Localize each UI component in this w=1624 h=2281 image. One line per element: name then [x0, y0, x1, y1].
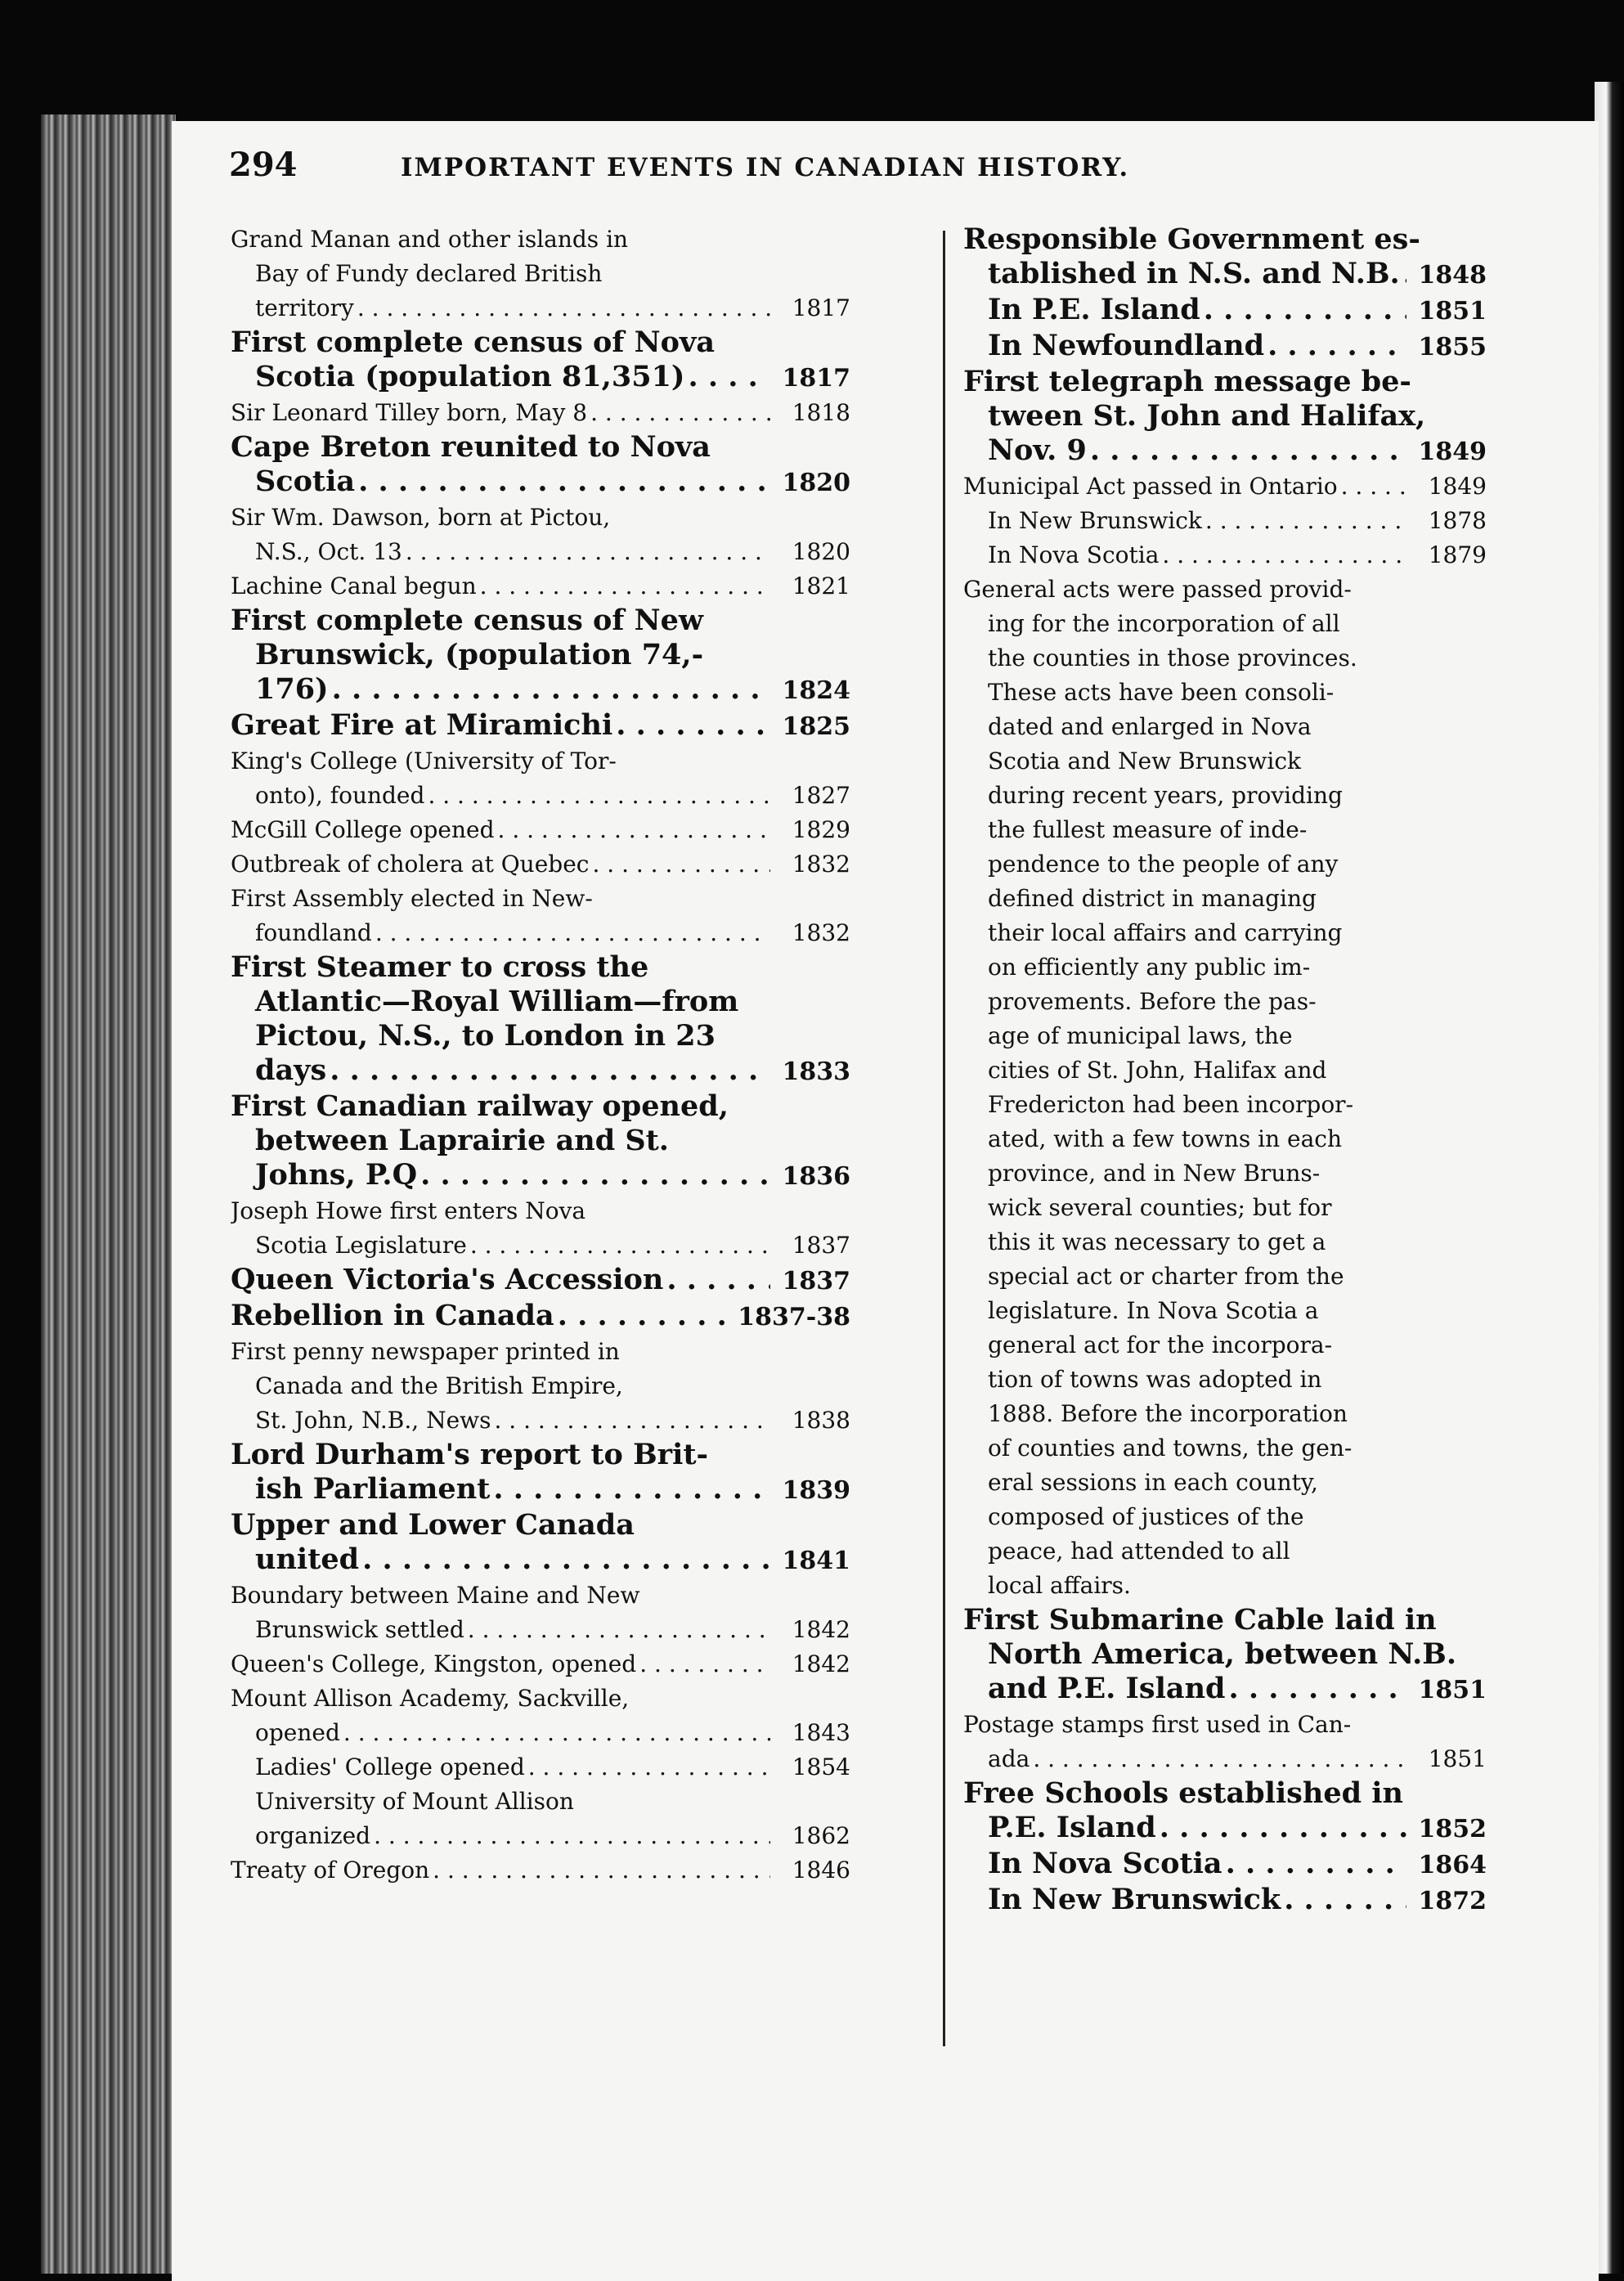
- entry-text: united: [255, 1542, 360, 1576]
- entry-line: [988, 538, 1487, 572]
- entry-text: Municipal Act passed in Ontario: [963, 473, 1338, 500]
- entry-text: Free Schools established in: [963, 1776, 1404, 1810]
- paragraph-line: cities of St. John, Halifax and: [988, 1057, 1327, 1084]
- entry-year: 1851: [1428, 1745, 1487, 1772]
- entry-text: King's College (University of Tor-: [231, 748, 617, 775]
- dot-leader: [1281, 1883, 1406, 1917]
- dot-leader: [490, 1472, 770, 1506]
- entry-text: Outbreak of cholera at Quebec: [231, 851, 590, 878]
- entry-line: [963, 1776, 1487, 1811]
- dot-leader: [1400, 257, 1406, 291]
- entry-line: [231, 430, 850, 465]
- dot-leader: [1222, 1847, 1406, 1881]
- entry-text: First Steamer to cross the: [231, 950, 649, 984]
- dot-leader: [424, 779, 770, 813]
- paragraph-line: province, and in New Bruns-: [988, 1160, 1321, 1187]
- paragraph-line: Scotia and New Brunswick: [988, 748, 1301, 775]
- entry-line: [231, 222, 850, 257]
- paragraph-line: the counties in those provinces.: [988, 644, 1357, 671]
- entry-text: 176): [255, 672, 329, 706]
- dot-leader: [326, 1053, 770, 1088]
- entry-text: Scotia: [255, 465, 356, 498]
- paragraph-line: ated, with a few towns in each: [988, 1125, 1342, 1152]
- entry-text: Atlantic—Royal William—from: [255, 985, 739, 1018]
- entry-line: [231, 1578, 850, 1613]
- dot-leader: [554, 1299, 732, 1333]
- entry-year: 1864: [1418, 1851, 1487, 1879]
- entry-year: 1820: [782, 469, 850, 497]
- entry-year: 1832: [792, 851, 850, 878]
- dot-leader: [429, 1853, 770, 1888]
- entry-line: [231, 465, 850, 501]
- entry-line: [231, 985, 850, 1019]
- entry-line: [231, 1194, 850, 1228]
- paragraph-line: during recent years, providing: [988, 782, 1343, 809]
- entry-line: [231, 1019, 850, 1053]
- entry-text: Mount Allison Academy, Sackville,: [231, 1685, 630, 1712]
- entry-text: McGill College opened: [231, 816, 495, 843]
- chronology-entry: [963, 1776, 1487, 1847]
- entry-text: Boundary between Maine and New: [231, 1582, 640, 1609]
- entry-line: [963, 365, 1487, 399]
- entry-line: [231, 569, 850, 604]
- entry-text: opened: [255, 1719, 340, 1746]
- entry-year: 1843: [792, 1719, 850, 1746]
- dot-leader: [464, 1613, 770, 1647]
- entry-text: North America, between N.B.: [988, 1637, 1457, 1671]
- entry-text: ish Parliament: [255, 1472, 491, 1506]
- chronology-entry: [231, 1647, 850, 1682]
- entry-line: [231, 882, 850, 916]
- chronology-entry: [231, 1508, 850, 1578]
- entry-year: 1821: [792, 572, 850, 599]
- entry-line: [231, 950, 850, 985]
- entry-line: [231, 672, 850, 708]
- paragraph-line: General acts were passed provid-: [963, 576, 1352, 603]
- entry-text: Sir Leonard Tilley born, May 8: [231, 399, 588, 426]
- dot-leader: [1202, 504, 1406, 538]
- entry-text: Lachine Canal begun: [231, 572, 477, 599]
- chronology-entry: [231, 604, 850, 708]
- chronology-entry: [231, 1853, 850, 1888]
- entry-line: [963, 1603, 1487, 1637]
- entry-year: 1839: [782, 1476, 850, 1505]
- entry-year: 1872: [1418, 1887, 1487, 1915]
- entry-text: University of Mount Allison: [255, 1788, 574, 1815]
- paragraph-line: wick several counties; but for: [988, 1194, 1332, 1221]
- entry-line: [231, 326, 850, 360]
- entry-text: tween St. John and Halifax,: [988, 399, 1426, 433]
- left-column: [231, 222, 850, 1888]
- entry-text: First complete census of New: [231, 604, 704, 637]
- entry-text: Joseph Howe first enters Nova: [231, 1197, 586, 1224]
- entry-text: Queen Victoria's Accession: [231, 1263, 664, 1296]
- dot-leader: [1226, 1672, 1406, 1706]
- entry-line: [231, 604, 850, 638]
- entry-line: [963, 469, 1487, 504]
- chronology-entry: [963, 469, 1487, 504]
- entry-year: 1842: [792, 1616, 850, 1643]
- entry-line: [231, 396, 850, 430]
- entry-text: Responsible Government es-: [963, 222, 1420, 256]
- dot-leader: [612, 708, 770, 743]
- dot-leader: [587, 396, 770, 430]
- entry-text: Ladies' College opened: [255, 1753, 525, 1780]
- entry-line: [963, 433, 1487, 469]
- entry-line: [255, 1819, 850, 1853]
- dot-leader: [525, 1750, 770, 1785]
- entry-text: Upper and Lower Canada: [231, 1508, 635, 1542]
- entry-line: [988, 293, 1487, 329]
- entry-line: [231, 1124, 850, 1158]
- entry-line: [231, 1335, 850, 1369]
- dot-leader: [372, 916, 770, 950]
- entry-line: [231, 257, 850, 291]
- paragraph-line: special act or charter from the: [988, 1263, 1344, 1290]
- entry-year: 1820: [792, 538, 850, 565]
- dot-leader: [370, 1819, 770, 1853]
- entry-line: [963, 399, 1487, 433]
- right-column-bottom-entries: [963, 1603, 1487, 1919]
- entry-text: Canada and the British Empire,: [255, 1372, 623, 1399]
- chronology-entry: [963, 1603, 1487, 1708]
- entry-line: [231, 1647, 850, 1682]
- chronology-entry: [231, 1335, 850, 1438]
- entry-line: [231, 1299, 850, 1335]
- chronology-entry: [231, 950, 850, 1089]
- entry-year: 1833: [782, 1057, 850, 1086]
- entry-text: Lord Durham's report to Brit-: [231, 1438, 709, 1471]
- dot-leader: [467, 1228, 770, 1263]
- chronology-entry: [231, 326, 850, 396]
- entry-year: 1878: [1428, 507, 1487, 534]
- entry-line: [988, 1883, 1487, 1919]
- entry-line: [963, 1672, 1487, 1708]
- chronology-entry: [231, 744, 850, 813]
- paragraph-line: composed of justices of the: [988, 1503, 1304, 1530]
- entry-text: First Assembly elected in New-: [231, 885, 593, 912]
- page-edge: [1595, 82, 1624, 2274]
- entry-line: [231, 813, 850, 847]
- entry-text: Great Fire at Miramichi: [231, 708, 613, 742]
- entry-text: First Submarine Cable laid in: [963, 1603, 1437, 1637]
- entry-year: 1879: [1428, 541, 1487, 568]
- chronology-entry: [231, 1194, 850, 1263]
- right-column-top-entries: [963, 222, 1487, 572]
- entry-line: [988, 1847, 1487, 1883]
- municipal-acts-paragraph: [963, 572, 1487, 1603]
- paragraph-line: on efficiently any public im-: [988, 954, 1311, 981]
- entry-text: Johns, P.Q: [255, 1158, 418, 1192]
- entry-year: 1838: [792, 1407, 850, 1434]
- paragraph-line: local affairs.: [988, 1572, 1131, 1599]
- entry-text: Nov. 9: [988, 433, 1087, 467]
- entry-text: days: [255, 1053, 327, 1087]
- chronology-entry: [231, 847, 850, 882]
- chronology-entry: [963, 222, 1487, 293]
- paragraph-line: 1888. Before the incorporation: [988, 1400, 1348, 1427]
- entry-line: [231, 291, 850, 326]
- dot-leader: [417, 1158, 770, 1192]
- entry-year: 1836: [782, 1162, 850, 1191]
- dot-leader: [663, 1263, 770, 1297]
- paragraph-line: pendence to the people of any: [988, 851, 1339, 878]
- entry-text: In Newfoundland: [988, 329, 1265, 362]
- entry-text: Grand Manan and other islands in: [231, 226, 629, 253]
- entry-text: Scotia (population 81,351): [255, 360, 685, 393]
- entry-text: In Nova Scotia: [988, 1847, 1222, 1880]
- entry-text: Scotia Legislature: [255, 1232, 467, 1259]
- entry-text: St. John, N.B., News: [255, 1407, 491, 1434]
- entry-line: [231, 1263, 850, 1299]
- entry-line: [231, 1438, 850, 1472]
- entry-year: 1851: [1418, 297, 1487, 326]
- entry-line: [231, 1369, 850, 1403]
- chronology-entry: [963, 1883, 1487, 1919]
- entry-text: In Nova Scotia: [988, 541, 1160, 568]
- entry-year: 1841: [782, 1547, 850, 1575]
- entry-line: [255, 1750, 850, 1785]
- chronology-entry: [231, 1263, 850, 1299]
- paragraph-line: legislature. In Nova Scotia a: [988, 1297, 1319, 1324]
- dot-leader: [355, 465, 770, 499]
- entry-line: [255, 1785, 850, 1819]
- entry-line: [231, 708, 850, 744]
- dot-leader: [329, 672, 770, 707]
- dot-leader: [1159, 538, 1406, 572]
- chronology-entry: [963, 293, 1487, 329]
- chronology-entry: [231, 708, 850, 744]
- entry-text: between Laprairie and St.: [255, 1124, 669, 1157]
- entry-text: tablished in N.S. and N.B.: [988, 257, 1400, 290]
- entry-line: [231, 638, 850, 672]
- entry-text: Treaty of Oregon: [231, 1857, 430, 1884]
- entry-text: ada: [988, 1745, 1030, 1772]
- paragraph-line: Fredericton had been incorpor-: [988, 1091, 1354, 1118]
- paragraph-line: These acts have been consoli-: [988, 679, 1335, 706]
- entry-text: Pictou, N.S., to London in 23: [255, 1019, 716, 1053]
- entry-year: 1851: [1418, 1676, 1487, 1704]
- entry-line: [231, 916, 850, 950]
- entry-year: 1848: [1418, 261, 1487, 290]
- right-column: [963, 222, 1487, 1919]
- chronology-entry: [231, 1785, 850, 1853]
- entry-line: [963, 1708, 1487, 1742]
- entry-year: 1829: [792, 816, 850, 843]
- chronology-entry: [963, 504, 1487, 538]
- entry-line: [963, 222, 1487, 257]
- dot-leader: [491, 1403, 770, 1438]
- entry-line: [231, 1472, 850, 1508]
- entry-text: N.S., Oct. 13: [255, 538, 402, 565]
- entry-text: First telegraph message be-: [963, 365, 1411, 398]
- entry-text: and P.E. Island: [988, 1672, 1226, 1705]
- entry-line: [231, 501, 850, 535]
- dot-leader: [354, 291, 770, 326]
- paragraph-line: ing for the incorporation of all: [988, 610, 1340, 637]
- entry-line: [231, 1089, 850, 1124]
- paragraph-line: tion of towns was adopted in: [988, 1366, 1322, 1393]
- paragraph-line: defined district in managing: [988, 885, 1317, 912]
- entry-text: First complete census of Nova: [231, 326, 715, 359]
- paragraph-line: their local affairs and carrying: [988, 919, 1343, 946]
- entry-line: [231, 847, 850, 882]
- chronology-entry: [231, 1089, 850, 1194]
- entry-text: Sir Wm. Dawson, born at Pictou,: [231, 504, 611, 531]
- chronology-entry: [231, 1682, 850, 1750]
- chronology-entry: [963, 1708, 1487, 1776]
- dot-leader: [477, 569, 770, 604]
- paragraph-line: the fullest measure of inde-: [988, 816, 1308, 843]
- running-title: IMPORTANT EVENTS IN CANADIAN HISTORY.: [401, 153, 1130, 182]
- entry-year: 1842: [792, 1650, 850, 1677]
- entry-text: In P.E. Island: [988, 293, 1200, 326]
- entry-text: Bay of Fundy declared British: [255, 260, 603, 287]
- entry-line: [231, 744, 850, 779]
- entry-text: In New Brunswick: [988, 507, 1202, 534]
- chronology-entry: [231, 813, 850, 847]
- dot-leader: [495, 813, 770, 847]
- entry-text: First Canadian railway opened,: [231, 1089, 729, 1123]
- dot-leader: [1338, 469, 1406, 504]
- dot-leader: [1030, 1742, 1406, 1776]
- paragraph-line: peace, had attended to all: [988, 1538, 1290, 1565]
- entry-text: Postage stamps first used in Can-: [963, 1711, 1352, 1738]
- chronology-entry: [231, 882, 850, 950]
- dot-leader: [636, 1647, 770, 1682]
- dot-leader: [359, 1542, 770, 1577]
- entry-line: [963, 257, 1487, 293]
- entry-line: [231, 1053, 850, 1089]
- entry-line: [231, 1228, 850, 1263]
- entry-line: [231, 360, 850, 396]
- entry-text: P.E. Island: [988, 1811, 1156, 1844]
- entry-year: 1837: [782, 1267, 850, 1295]
- entry-year: 1817: [782, 364, 850, 393]
- entry-text: Queen's College, Kingston, opened: [231, 1650, 637, 1677]
- entry-year: 1852: [1418, 1815, 1487, 1843]
- chronology-entry: [231, 222, 850, 326]
- entry-line: [231, 1542, 850, 1578]
- entry-text: First penny newspaper printed in: [231, 1338, 620, 1365]
- chronology-entry: [963, 329, 1487, 365]
- dot-leader: [340, 1716, 770, 1750]
- entry-line: [231, 779, 850, 813]
- entry-line: [231, 1716, 850, 1750]
- entry-year: 1849: [1418, 438, 1487, 466]
- entry-line: [963, 1811, 1487, 1847]
- page-number: 294: [229, 146, 298, 184]
- chronology-entry: [963, 365, 1487, 469]
- dot-leader: [684, 360, 770, 394]
- chronology-entry: [231, 501, 850, 569]
- chronology-entry: [231, 1750, 850, 1785]
- chronology-entry: [231, 1299, 850, 1335]
- entry-line: [231, 1403, 850, 1438]
- entry-line: [231, 1853, 850, 1888]
- entry-text: territory: [255, 294, 354, 321]
- entry-line: [231, 1682, 850, 1716]
- paragraph-line: eral sessions in each county,: [988, 1469, 1318, 1496]
- entry-text: Brunswick settled: [255, 1616, 464, 1643]
- entry-line: [231, 1508, 850, 1542]
- paragraph-line: provements. Before the pas-: [988, 988, 1317, 1015]
- entry-line: [963, 1637, 1487, 1672]
- dot-leader: [589, 847, 770, 882]
- entry-line: [963, 1742, 1487, 1776]
- entry-text: Cape Breton reunited to Nova: [231, 430, 711, 464]
- entry-year: 1862: [792, 1822, 850, 1849]
- column-divider: [943, 231, 945, 2046]
- dot-leader: [1200, 293, 1406, 327]
- dot-leader: [1087, 433, 1406, 468]
- chronology-entry: [231, 569, 850, 604]
- entry-line: [988, 504, 1487, 538]
- chronology-entry: [963, 538, 1487, 572]
- paragraph-line: age of municipal laws, the: [988, 1022, 1293, 1049]
- entry-text: Brunswick, (population 74,-: [255, 638, 704, 671]
- chronology-entry: [231, 430, 850, 501]
- book-spine: [41, 114, 176, 2274]
- entry-text: Rebellion in Canada: [231, 1299, 554, 1332]
- paragraph-line: this it was necessary to get a: [988, 1228, 1326, 1255]
- entry-text: organized: [255, 1822, 371, 1849]
- entry-year: 1832: [792, 919, 850, 946]
- entry-line: [231, 1158, 850, 1194]
- entry-text: foundland: [255, 919, 372, 946]
- chronology-entry: [231, 1438, 850, 1508]
- entry-year: 1854: [792, 1753, 850, 1780]
- entry-text: onto), founded: [255, 782, 425, 809]
- paragraph-line: general act for the incorpora-: [988, 1331, 1333, 1358]
- entry-line: [988, 329, 1487, 365]
- chronology-entry: [231, 1578, 850, 1647]
- dot-leader: [402, 535, 770, 569]
- entry-text: In New Brunswick: [988, 1883, 1281, 1916]
- entry-year: 1824: [782, 676, 850, 705]
- entry-year: 1818: [792, 399, 850, 426]
- entry-year: 1837-38: [738, 1303, 850, 1331]
- chronology-entry: [231, 396, 850, 430]
- paragraph-line: of counties and towns, the gen-: [988, 1435, 1353, 1462]
- entry-year: 1846: [792, 1857, 850, 1884]
- chronology-entry: [963, 1847, 1487, 1883]
- entry-line: [231, 1613, 850, 1647]
- entry-year: 1855: [1418, 333, 1487, 361]
- entry-year: 1849: [1428, 473, 1487, 500]
- entry-year: 1817: [792, 294, 850, 321]
- entry-year: 1827: [792, 782, 850, 809]
- entry-year: 1825: [782, 712, 850, 741]
- entry-line: [231, 535, 850, 569]
- dot-leader: [1264, 329, 1406, 363]
- page-header: [229, 146, 1325, 203]
- dot-leader: [1156, 1811, 1406, 1845]
- entry-year: 1837: [792, 1232, 850, 1259]
- paragraph-line: dated and enlarged in Nova: [988, 713, 1312, 740]
